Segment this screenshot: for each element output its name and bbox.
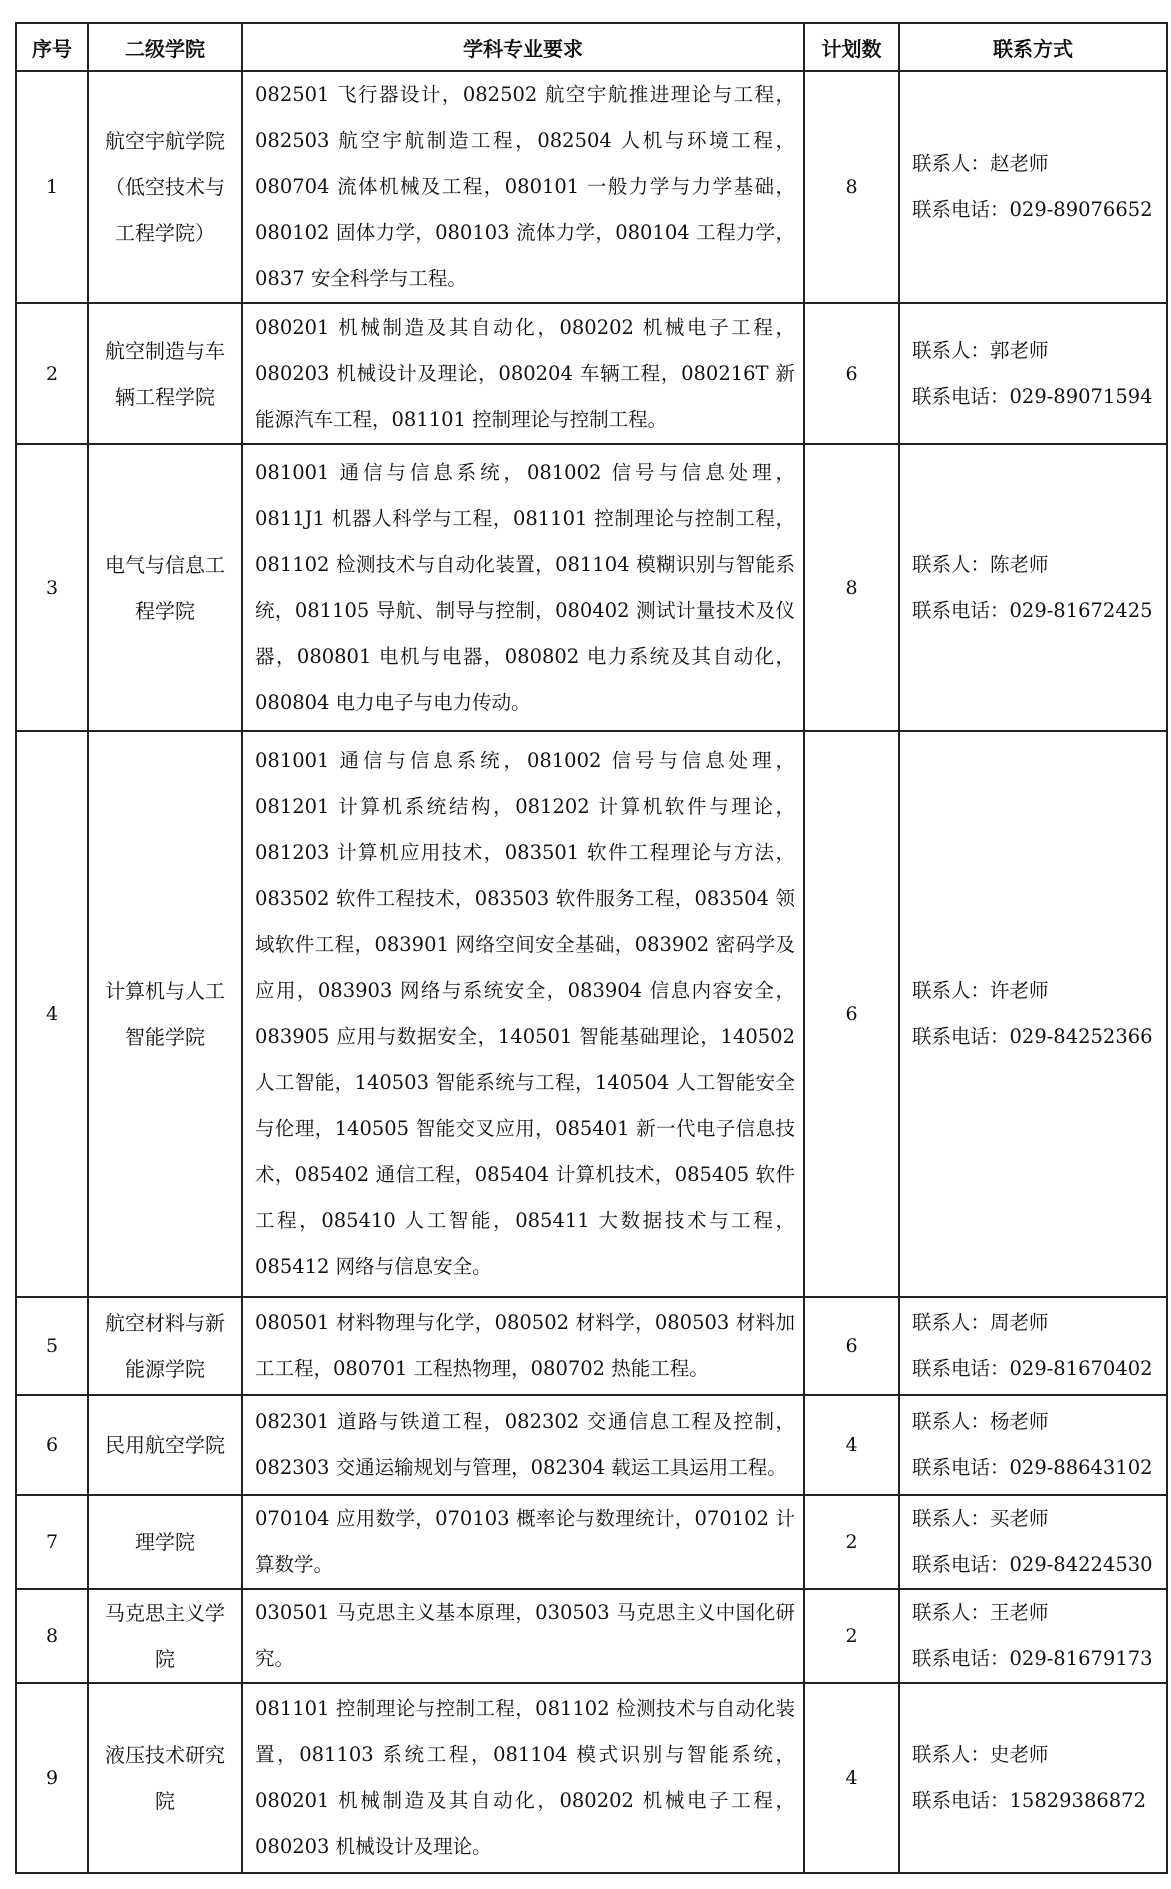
contact-phone: 联系电话：029-84252366 [912, 1025, 1153, 1048]
college-name: 航空制造与车辆工程学院 [88, 303, 242, 444]
major-requirements: 030501 马克思主义基本原理，030503 马克思主义中国化研究。 [242, 1589, 804, 1683]
contact-phone: 联系电话：029-81670402 [912, 1357, 1153, 1380]
major-requirements: 082501 飞行器设计，082502 航空宇航推进理论与工程，082503 航空宇航制造工程，082504 人机与环境工程，080704 流体机械及工程，080101 一般力学与力学基础，080102 固体力学，080103 流体力学，080104 工程力学，0837 安全科学与工程。 [242, 71, 804, 303]
recruitment-table [15, 22, 1168, 1874]
college-name: 电气与信息工程学院 [88, 444, 242, 731]
table-row [16, 1683, 1167, 1873]
row-index: 9 [16, 1683, 88, 1873]
table-row [16, 1297, 1167, 1395]
plan-count: 8 [804, 71, 899, 303]
header-majors: 学科专业要求 [242, 23, 804, 71]
contact-info [899, 303, 1167, 444]
contact-info [899, 1395, 1167, 1495]
header-index: 序号 [16, 23, 88, 71]
contact-phone: 联系电话：029-89076652 [912, 198, 1153, 221]
header-college: 二级学院 [88, 23, 242, 71]
table-row [16, 444, 1167, 731]
contact-phone: 联系电话：029-84224530 [912, 1553, 1153, 1576]
major-requirements: 081001 通信与信息系统，081002 信号与信息处理，0811J1 机器人科学与工程，081101 控制理论与控制工程，081102 检测技术与自动化装置，081104 模糊识别与智能系统，081105 导航、制导与控制，080402 测试计量技术及仪器，080801 电机与电器，080802 电力系统及其自动化，080804 电力电子与电力传动。 [242, 444, 804, 731]
contact-person: 联系人：郭老师 [912, 338, 1049, 362]
contact-person: 联系人：买老师 [912, 1507, 1049, 1530]
table-row [16, 1495, 1167, 1589]
major-requirements: 082301 道路与铁道工程，082302 交通信息工程及控制，082303 交通运输规划与管理，082304 载运工具运用工程。 [242, 1395, 804, 1495]
contact-info [899, 71, 1167, 303]
plan-count: 6 [804, 303, 899, 444]
college-name: 液压技术研究院 [88, 1683, 242, 1873]
contact-person: 联系人：史老师 [912, 1743, 1049, 1766]
contact-phone: 联系电话：029-81679173 [912, 1647, 1153, 1670]
college-name: 马克思主义学院 [88, 1589, 242, 1683]
contact-person: 联系人：王老师 [912, 1601, 1049, 1624]
college-name: 航空宇航学院（低空技术与工程学院） [88, 71, 242, 303]
contact-phone: 联系电话：029-88643102 [912, 1456, 1153, 1479]
plan-count: 4 [804, 1683, 899, 1873]
row-index: 6 [16, 1395, 88, 1495]
contact-person: 联系人：赵老师 [912, 152, 1049, 175]
table-row [16, 1395, 1167, 1495]
contact-person: 联系人：杨老师 [912, 1410, 1049, 1433]
contact-info [899, 1683, 1167, 1873]
college-name: 理学院 [88, 1495, 242, 1589]
contact-info [899, 1589, 1167, 1683]
college-name: 民用航空学院 [88, 1395, 242, 1495]
header-row [16, 23, 1167, 71]
header-plan: 计划数 [804, 23, 899, 71]
row-index: 8 [16, 1589, 88, 1683]
row-index: 1 [16, 71, 88, 303]
header-contact: 联系方式 [899, 23, 1167, 71]
table-row [16, 731, 1167, 1297]
plan-count: 6 [804, 731, 899, 1297]
contact-person: 联系人：周老师 [912, 1311, 1049, 1334]
major-requirements: 080501 材料物理与化学，080502 材料学，080503 材料加工工程，080701 工程热物理，080702 热能工程。 [242, 1297, 804, 1395]
row-index: 4 [16, 731, 88, 1297]
major-requirements: 070104 应用数学，070103 概率论与数理统计，070102 计算数学。 [242, 1495, 804, 1589]
contact-info [899, 1297, 1167, 1395]
row-index: 7 [16, 1495, 88, 1589]
contact-person: 联系人：许老师 [912, 979, 1049, 1002]
major-requirements: 080201 机械制造及其自动化，080202 机械电子工程，080203 机械设计及理论，080204 车辆工程，080216T 新能源汽车工程，081101 控制理论与控制工程。 [242, 303, 804, 444]
plan-count: 4 [804, 1395, 899, 1495]
major-requirements: 081001 通信与信息系统，081002 信号与信息处理，081201 计算机系统结构，081202 计算机软件与理论，081203 计算机应用技术，083501 软件工程理论与方法，083502 软件工程技术，083503 软件服务工程，083504 领域软件工程，083901 网络空间安全基础，083902 密码学及应用，083903 网络与系统安全，083904 信息内容安全，083905 应用与数据安全，140501 智能基础理论，140502 人工智能，140503 智能系统与工程，140504 人工智能安全与伦理，140505 智能交叉应用，085401 新一代电子信息技术，085402 通信工程，085404 计算机技术，085405 软件工程，085410 人工智能，085411 大数据技术与工程，085412 网络与信息安全。 [242, 731, 804, 1297]
contact-info [899, 444, 1167, 731]
contact-person: 联系人：陈老师 [912, 552, 1049, 576]
contact-info [899, 1495, 1167, 1589]
plan-count: 2 [804, 1495, 899, 1589]
contact-phone: 联系电话：029-81672425 [912, 598, 1153, 622]
contact-phone: 联系电话：029-89071594 [912, 384, 1153, 408]
contact-phone: 联系电话：15829386872 [912, 1789, 1146, 1812]
row-index: 5 [16, 1297, 88, 1395]
plan-count: 8 [804, 444, 899, 731]
major-requirements: 081101 控制理论与控制工程，081102 检测技术与自动化装置，081103 系统工程，081104 模式识别与智能系统，080201 机械制造及其自动化，080202 机械电子工程，080203 机械设计及理论。 [242, 1683, 804, 1873]
college-name: 计算机与人工智能学院 [88, 731, 242, 1297]
table-row [16, 1589, 1167, 1683]
table-row [16, 71, 1167, 303]
plan-count: 2 [804, 1589, 899, 1683]
table-row [16, 303, 1167, 444]
plan-count: 6 [804, 1297, 899, 1395]
contact-info [899, 731, 1167, 1297]
row-index: 3 [16, 444, 88, 731]
row-index: 2 [16, 303, 88, 444]
college-name: 航空材料与新能源学院 [88, 1297, 242, 1395]
